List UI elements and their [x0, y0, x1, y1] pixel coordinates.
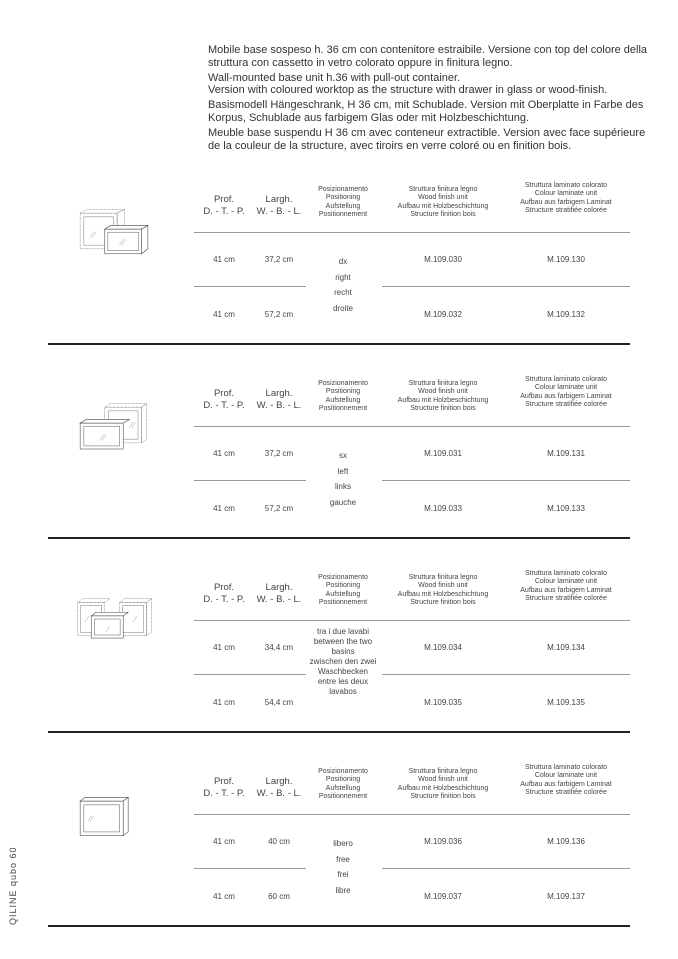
width-value: 60 cm: [268, 892, 290, 901]
position-word: tra i due lavabi: [316, 627, 370, 636]
header-depth: Prof. D. - T. - P.: [203, 582, 245, 605]
depth-value: 41 cm: [213, 892, 235, 901]
position-word: right: [335, 272, 351, 282]
header-position: Posizionamento Positioning Aufstellung Positionnement: [318, 186, 368, 219]
header-position: Posizionamento Positioning Aufstellung Positionnement: [318, 380, 368, 413]
width-value: 54,4 cm: [264, 698, 294, 707]
header-depth: Prof. D. - T. - P.: [203, 194, 245, 217]
header-wood: Struttura finitura legno Wood finish unit Aufbau mit Holzbeschichtung Structure finition bois: [397, 380, 489, 413]
header-wood: Struttura finitura legno Wood finish unit Aufbau mit Holzbeschichtung Structure finition bois: [397, 768, 489, 801]
wood-code: M.109.031: [424, 449, 462, 458]
unit-illustration-between: [48, 595, 196, 675]
position-word: free: [336, 854, 350, 864]
section-divider: [48, 731, 630, 733]
intro-italian: Mobile base sospeso h. 36 cm con contenitore estraibile. Versione con top del colore della struttura con cassetto in vetro colorato oppure in finitura legno.: [208, 44, 648, 69]
position-word: zwischen den zwei Waschbecken: [309, 657, 377, 676]
header-width: Largh. W. - B. - L.: [256, 388, 302, 411]
position-word: gauche: [329, 497, 357, 507]
header-laminate: Struttura laminato colorato Colour laminate unit Aufbau aus farbigem Laminat Structure stratifiée colorée: [520, 376, 612, 409]
table-rule-header: [194, 232, 630, 233]
position-word: dx: [338, 257, 348, 266]
header-width: Largh. W. - B. - L.: [256, 194, 302, 217]
table-rule-header: [194, 620, 630, 621]
position-values: [304, 451, 382, 513]
intro-german: Basismodell Hängeschrank, H 36 cm, mit Schublade. Version mit Oberplatte in Farbe des Korpus, Schublade aus farbigem Glas oder mit Holzbeschichtung.: [208, 99, 644, 124]
header-laminate: Struttura laminato colorato Colour laminate unit Aufbau aus farbigem Laminat Structure stratifiée colorée: [520, 570, 612, 603]
position-word: libre: [335, 885, 351, 895]
product-section: [48, 155, 630, 345]
unit-illustration-free: [48, 795, 196, 875]
header-depth: Prof. D. - T. - P.: [203, 388, 245, 411]
table-rule-row-left: [194, 868, 306, 869]
position-values: [304, 257, 382, 319]
intro-french: Meuble base suspendu H 36 cm avec conteneur extractible. Version avec face supérieure de la couleur de la structure, avec tiroirs en verre coloré ou en finition bois.: [208, 127, 646, 152]
section-divider: [48, 925, 630, 927]
table-rule-row-left: [194, 480, 306, 481]
position-word: between the two basins: [313, 637, 373, 656]
width-value: 37,2 cm: [264, 449, 294, 458]
width-value: 57,2 cm: [264, 504, 294, 513]
laminate-code: M.109.134: [547, 643, 585, 652]
product-section: [48, 737, 630, 927]
laminate-code: M.109.137: [547, 892, 585, 901]
position-word: left: [337, 466, 349, 476]
wood-code: M.109.030: [424, 255, 462, 264]
depth-value: 41 cm: [213, 643, 235, 652]
position-values: [304, 627, 382, 697]
depth-value: 41 cm: [213, 255, 235, 264]
position-word: sx: [339, 451, 347, 460]
table-rule-row-right: [382, 480, 630, 481]
laminate-code: M.109.136: [547, 837, 585, 846]
table-rule-row-right: [382, 868, 630, 869]
depth-value: 41 cm: [213, 698, 235, 707]
table-rule-row-left: [194, 674, 306, 675]
position-word: entre les deux lavabos: [317, 677, 369, 696]
wood-code: M.109.033: [424, 504, 462, 513]
position-word: libero: [333, 839, 353, 848]
width-value: 40 cm: [268, 837, 290, 846]
wood-code: M.109.034: [424, 643, 462, 652]
table-rule-row-right: [382, 674, 630, 675]
header-wood: Struttura finitura legno Wood finish unit Aufbau mit Holzbeschichtung Structure finition bois: [397, 574, 489, 607]
position-word: frei: [337, 870, 349, 879]
position-word: recht: [334, 288, 352, 297]
wood-code: M.109.035: [424, 698, 462, 707]
table-rule-row-left: [194, 286, 306, 287]
product-section: [48, 349, 630, 539]
position-word: links: [334, 482, 351, 491]
wood-code: M.109.037: [424, 892, 462, 901]
section-divider: [48, 537, 630, 539]
depth-value: 41 cm: [213, 837, 235, 846]
unit-illustration-right: [48, 207, 196, 287]
header-wood: Struttura finitura legno Wood finish unit Aufbau mit Holzbeschichtung Structure finition bois: [397, 186, 489, 219]
intro-english: Wall-mounted base unit h.36 with pull-out container. Version with coloured worktop as the structure with drawer in glass or wood-finish.: [208, 71, 608, 97]
depth-value: 41 cm: [213, 449, 235, 458]
section-divider: [48, 343, 630, 345]
laminate-code: M.109.132: [547, 310, 585, 319]
table-rule-header: [194, 426, 630, 427]
unit-illustration-left: [48, 401, 196, 481]
depth-value: 41 cm: [213, 310, 235, 319]
wood-code: M.109.036: [424, 837, 462, 846]
header-laminate: Struttura laminato colorato Colour laminate unit Aufbau aus farbigem Laminat Structure stratifiée colorée: [520, 764, 612, 797]
depth-value: 41 cm: [213, 504, 235, 513]
width-value: 34,4 cm: [264, 643, 294, 652]
position-values: [304, 839, 382, 901]
width-value: 37,2 cm: [264, 255, 294, 264]
header-laminate: Struttura laminato colorato Colour laminate unit Aufbau aus farbigem Laminat Structure stratifiée colorée: [520, 182, 612, 215]
header-width: Largh. W. - B. - L.: [256, 776, 302, 799]
intro-text: [208, 44, 648, 155]
position-word: droite: [332, 303, 353, 313]
header-width: Largh. W. - B. - L.: [256, 582, 302, 605]
brand-label: QILINE qubo 60: [8, 846, 18, 925]
laminate-code: M.109.131: [547, 449, 585, 458]
laminate-code: M.109.135: [547, 698, 585, 707]
laminate-code: M.109.130: [547, 255, 585, 264]
header-position: Posizionamento Positioning Aufstellung Positionnement: [318, 768, 368, 801]
table-rule-header: [194, 814, 630, 815]
laminate-code: M.109.133: [547, 504, 585, 513]
product-section: [48, 543, 630, 733]
table-rule-row-right: [382, 286, 630, 287]
header-position: Posizionamento Positioning Aufstellung Positionnement: [318, 574, 368, 607]
width-value: 57,2 cm: [264, 310, 294, 319]
header-depth: Prof. D. - T. - P.: [203, 776, 245, 799]
wood-code: M.109.032: [424, 310, 462, 319]
